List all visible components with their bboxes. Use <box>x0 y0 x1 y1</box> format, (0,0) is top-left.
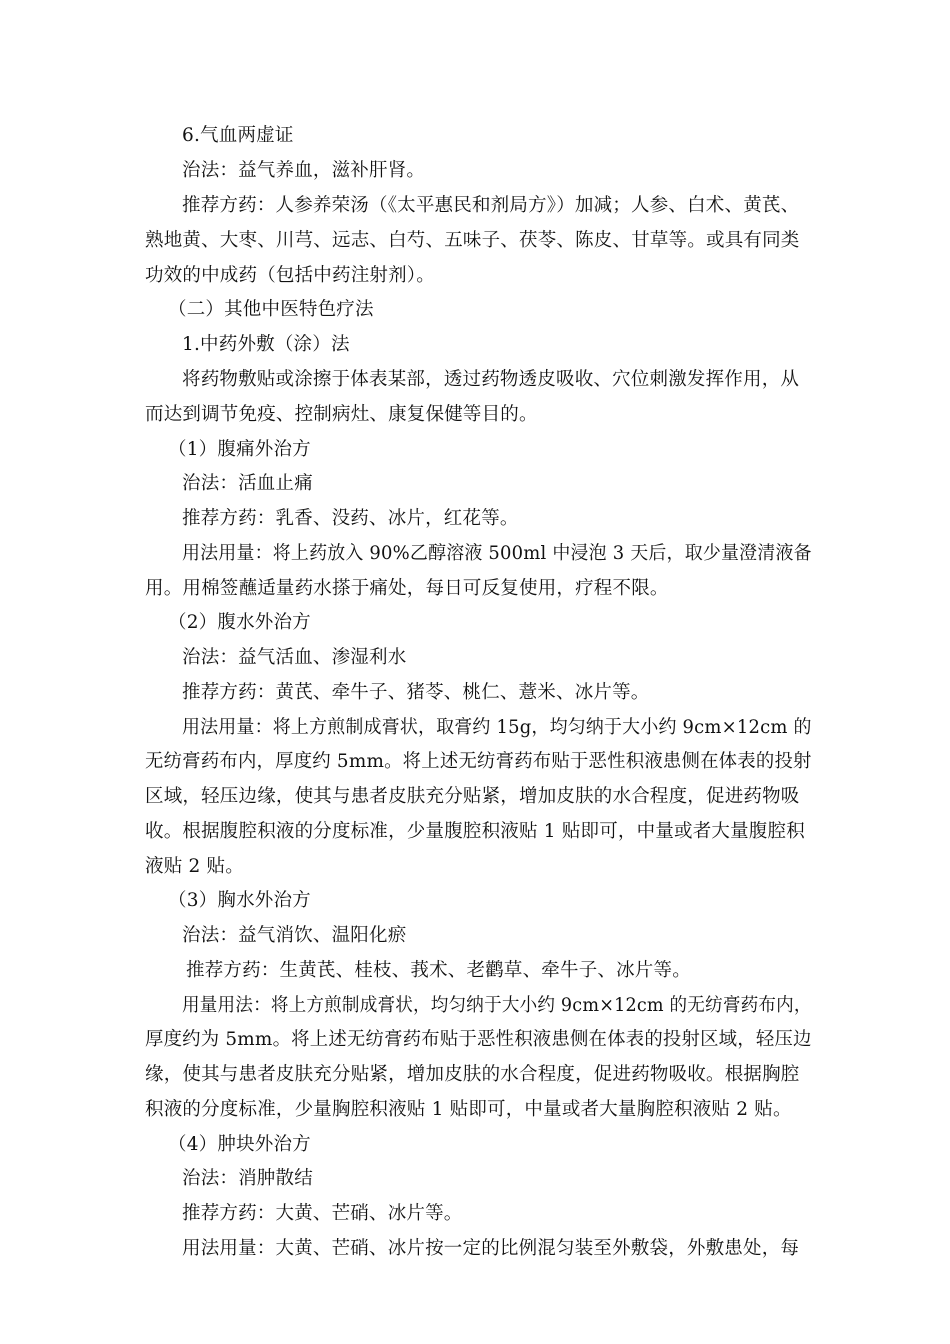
recommended-formula: 推荐方药：生黄芪、桂枝、莪术、老鹳草、牵牛子、冰片等。 <box>186 960 691 981</box>
treatment-method: 治法：益气消饮、温阳化瘀 <box>182 925 407 946</box>
treatment-method: 治法：消肿散结 <box>182 1168 313 1189</box>
paragraph-line: 厚度约为 5mm。将上述无纺膏药布贴于恶性积液患侧在体表的投射区域，轻压边 <box>145 1029 812 1050</box>
treatment-method: 治法：益气养血，滋补肝肾。 <box>182 160 426 181</box>
treatment-method: 治法：益气活血、渗湿利水 <box>182 647 407 668</box>
usage-dosage: 用法用量：将上药放入 90%乙醇溶液 500ml 中浸泡 3 天后，取少量澄清液备 <box>182 543 812 564</box>
paragraph-line: 用。用棉签蘸适量药水搽于痛处，每日可反复使用，疗程不限。 <box>145 578 669 599</box>
subsection-heading: （4）肿块外治方 <box>168 1134 311 1155</box>
paragraph-line: 区域，轻压边缘，使其与患者皮肤充分贴紧，增加皮肤的水合程度，促进药物吸 <box>145 786 800 807</box>
paragraph-line: 缘，使其与患者皮肤充分贴紧，增加皮肤的水合程度，促进药物吸收。根据胸腔 <box>145 1064 800 1085</box>
subsection-heading: （3）胸水外治方 <box>168 890 311 911</box>
subsection-heading: （1）腹痛外治方 <box>168 439 311 460</box>
paragraph-line: 积液的分度标准，少量胸腔积液贴 1 贴即可，中量或者大量胸腔积液贴 2 贴。 <box>145 1099 792 1120</box>
subsection-heading: 1.中药外敷（涂）法 <box>182 334 350 355</box>
paragraph-line: 将药物敷贴或涂擦于体表某部，透过药物透皮吸收、穴位刺激发挥作用，从 <box>182 369 800 390</box>
section-heading: （二）其他中医特色疗法 <box>168 299 374 320</box>
paragraph-line: 液贴 2 贴。 <box>145 856 244 877</box>
paragraph-line: 收。根据腹腔积液的分度标准，少量腹腔积液贴 1 贴即可，中量或者大量腹腔积 <box>145 821 805 842</box>
usage-dosage: 用法用量：大黄、芒硝、冰片按一定的比例混匀装至外敷袋，外敷患处，每 <box>182 1238 800 1259</box>
subsection-heading: （2）腹水外治方 <box>168 612 311 633</box>
usage-dosage: 用量用法：将上方煎制成膏状，均匀纳于大小约 9cm×12cm 的无纺膏药布内， <box>182 995 812 1016</box>
paragraph-line: 而达到调节免疫、控制病灶、康复保健等目的。 <box>145 404 538 425</box>
treatment-method: 治法：活血止痛 <box>182 473 313 494</box>
paragraph-line: 功效的中成药（包括中药注射剂）。 <box>145 265 435 286</box>
paragraph-line: 无纺膏药布内，厚度约 5mm。将上述无纺膏药布贴于恶性积液患侧在体表的投射 <box>145 751 812 772</box>
recommended-formula: 推荐方药：黄芪、牵牛子、猪苓、桃仁、薏米、冰片等。 <box>182 682 650 703</box>
section-heading: 6.气血两虚证 <box>182 125 294 146</box>
usage-dosage: 用法用量：将上方煎制成膏状，取膏约 15g，均匀纳于大小约 9cm×12cm 的 <box>182 717 812 738</box>
recommended-formula: 推荐方药：乳香、没药、冰片，红花等。 <box>182 508 519 529</box>
recommended-formula: 推荐方药：大黄、芒硝、冰片等。 <box>182 1203 463 1224</box>
paragraph-line: 熟地黄、大枣、川芎、远志、白芍、五味子、茯苓、陈皮、甘草等。或具有同类 <box>145 230 800 251</box>
recommended-formula: 推荐方药：人参养荣汤（《太平惠民和剂局方》）加减；人参、白术、黄芪、 <box>182 195 800 216</box>
